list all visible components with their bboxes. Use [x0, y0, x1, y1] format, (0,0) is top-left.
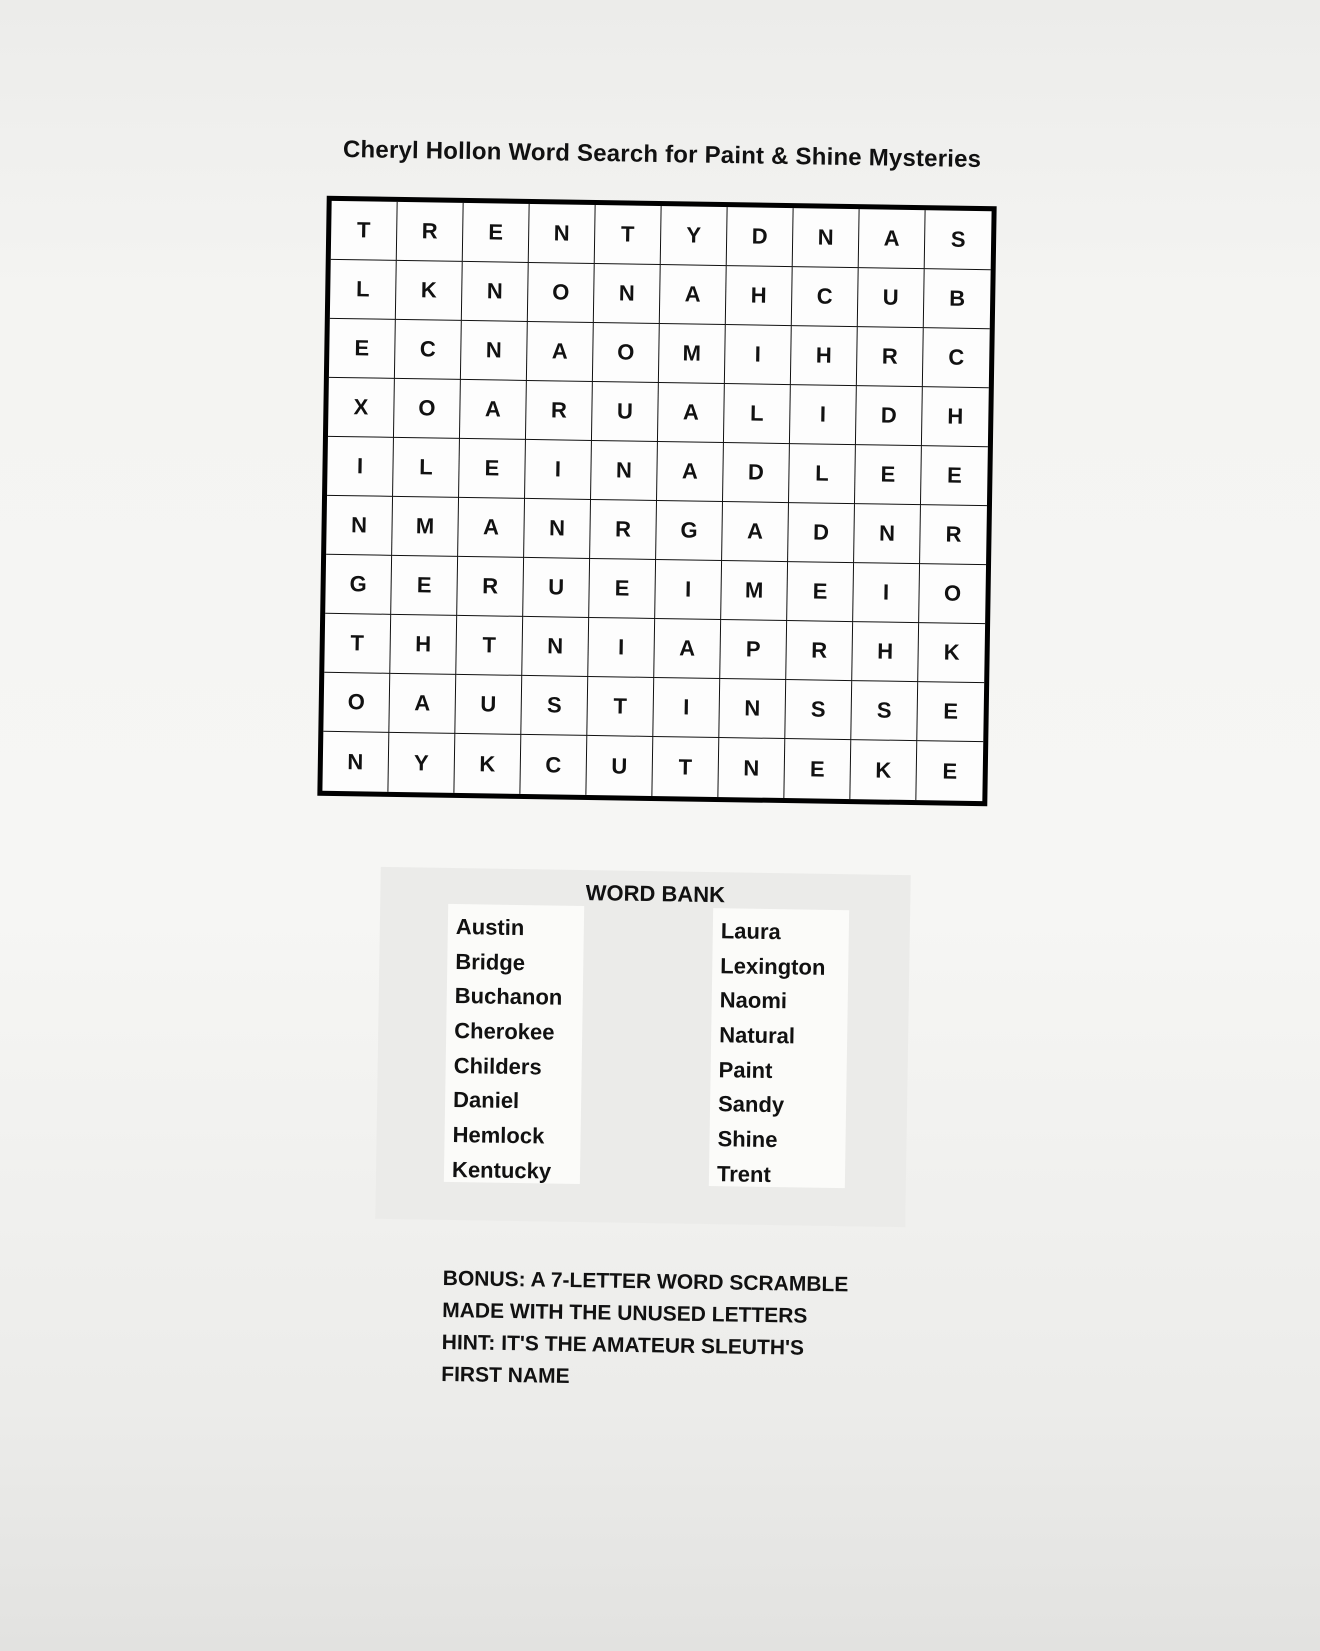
grid-cell: L: [724, 384, 791, 444]
grid-cell: T: [652, 737, 719, 797]
grid-cell: M: [721, 561, 788, 621]
grid-cell: H: [390, 615, 457, 675]
grid-cell: U: [592, 382, 659, 442]
grid-cell: A: [722, 502, 789, 562]
grid-cell: A: [460, 380, 527, 440]
grid-cell: D: [788, 503, 855, 563]
grid-cell: A: [654, 619, 721, 679]
grid-cell: N: [718, 738, 785, 798]
grid-cell: M: [659, 324, 726, 384]
word-bank-item: Bridge: [455, 948, 526, 975]
grid-cell: I: [588, 618, 655, 678]
grid-cell: E: [459, 439, 526, 499]
grid-cell: R: [590, 500, 657, 560]
grid-cell: E: [855, 445, 922, 505]
grid-cell: L: [330, 260, 397, 320]
word-bank-right-column: [709, 908, 849, 1188]
grid-cell: N: [524, 499, 591, 559]
grid-cell: S: [521, 676, 588, 736]
grid-cell: H: [791, 326, 858, 386]
grid-cell: U: [858, 268, 925, 328]
grid-cell: H: [922, 387, 989, 447]
grid-cell: E: [787, 562, 854, 622]
grid-cell: B: [924, 269, 991, 329]
grid-cell: A: [859, 209, 926, 269]
bonus-line: MADE WITH THE UNUSED LETTERS: [442, 1298, 808, 1328]
word-bank-heading: WORD BANK: [585, 880, 726, 908]
grid-cell: C: [395, 320, 462, 380]
grid-cell: N: [322, 732, 389, 792]
bonus-line: BONUS: A 7-LETTER WORD SCRAMBLE: [442, 1266, 849, 1297]
grid-cell: K: [850, 740, 917, 800]
word-bank-item: Natural: [719, 1022, 796, 1049]
word-bank-item: Trent: [716, 1160, 772, 1187]
word-bank-item: Buchanon: [454, 983, 563, 1011]
puzzle-title: Cheryl Hollon Word Search for Paint & Shine Mysteries: [342, 136, 982, 174]
grid-cell: M: [392, 497, 459, 557]
word-bank-item: Sandy: [717, 1091, 785, 1118]
grid-cell: T: [587, 677, 654, 737]
grid-cell: L: [393, 438, 460, 498]
grid-cell: O: [323, 673, 390, 733]
word-bank-item: Paint: [718, 1056, 773, 1083]
word-bank-item: Daniel: [452, 1087, 520, 1114]
bonus-line: FIRST NAME: [441, 1362, 570, 1389]
word-bank-left-column: [444, 904, 584, 1184]
grid-cell: G: [325, 555, 392, 615]
grid-cell: R: [457, 557, 524, 617]
grid-cell: C: [923, 328, 990, 388]
grid-cell: C: [520, 735, 587, 795]
grid-cell: R: [397, 202, 464, 262]
word-search-grid-container: [317, 196, 996, 806]
grid-cell: E: [463, 203, 530, 263]
word-bank-item: Kentucky: [451, 1156, 552, 1184]
grid-cell: N: [326, 496, 393, 556]
grid-cell: E: [942, 758, 958, 784]
word-bank-item: Childers: [453, 1052, 542, 1080]
grid-cell: E: [784, 739, 851, 799]
grid-cell: O: [394, 379, 461, 439]
grid-cell: U: [523, 558, 590, 618]
grid-cell: R: [526, 381, 593, 441]
grid-cell: E: [917, 682, 984, 742]
grid-cell: S: [785, 680, 852, 740]
grid-cell: O: [593, 323, 660, 383]
grid-cell: I: [853, 563, 920, 623]
grid-cell: A: [389, 674, 456, 734]
word-bank-item: Hemlock: [452, 1122, 545, 1149]
grid-cell: O: [528, 263, 595, 323]
word-bank-item: Laura: [720, 918, 781, 945]
grid-cell: N: [591, 441, 658, 501]
grid-cell: I: [653, 678, 720, 738]
grid-cell: K: [396, 261, 463, 321]
grid-cell: E: [391, 556, 458, 616]
grid-cell: C: [792, 267, 859, 327]
grid-cell: T: [595, 205, 662, 265]
grid-cell: N: [461, 321, 528, 381]
grid-cell: E: [329, 319, 396, 379]
word-search-grid: [317, 196, 996, 806]
grid-cell: R: [786, 621, 853, 681]
grid-cell: D: [856, 386, 923, 446]
grid-cell: S: [851, 681, 918, 741]
grid-cell: H: [726, 266, 793, 326]
word-bank-item: Lexington: [720, 952, 826, 980]
word-bank-item: Shine: [717, 1126, 778, 1153]
grid-cell: Y: [388, 733, 455, 793]
grid-cell: T: [331, 201, 398, 261]
grid-cell: N: [854, 504, 921, 564]
grid-cell: N: [522, 617, 589, 677]
word-bank: [375, 867, 910, 1227]
grid-cell: E: [589, 559, 656, 619]
grid-cell: E: [921, 446, 988, 506]
grid-cell: G: [656, 501, 723, 561]
grid-cell: N: [793, 208, 860, 268]
grid-cell: A: [657, 442, 724, 502]
grid-cell: Y: [661, 206, 728, 266]
grid-cell: T: [456, 616, 523, 676]
grid-cell: D: [723, 443, 790, 503]
grid-cell: S: [925, 210, 992, 270]
grid-cell: K: [454, 734, 521, 794]
word-bank-item: Naomi: [719, 987, 788, 1014]
grid-cell: N: [594, 264, 661, 324]
grid-cell: I: [725, 325, 792, 385]
grid-cell: N: [462, 262, 529, 322]
word-bank-item: Austin: [455, 914, 525, 941]
grid-cell: T: [324, 614, 391, 674]
grid-cell: X: [328, 378, 395, 438]
grid-cell: P: [720, 620, 787, 680]
grid-cell: U: [455, 675, 522, 735]
grid-cell: D: [727, 207, 794, 267]
grid-cell: O: [919, 564, 986, 624]
grid-cell: I: [655, 560, 722, 620]
grid-cell: R: [857, 327, 924, 387]
grid-cell: I: [525, 440, 592, 500]
grid-cell: L: [789, 444, 856, 504]
grid-cell: N: [529, 204, 596, 264]
grid-cell: A: [658, 383, 725, 443]
bonus-line: HINT: IT'S THE AMATEUR SLEUTH'S: [441, 1330, 805, 1360]
grid-cell: U: [586, 736, 653, 796]
grid-cell: N: [719, 679, 786, 739]
grid-cell: A: [527, 322, 594, 382]
word-bank-item: Cherokee: [454, 1018, 555, 1045]
grid-cell: A: [458, 498, 525, 558]
grid-cell: H: [852, 622, 919, 682]
grid-cell: I: [790, 385, 857, 445]
grid-cell: K: [918, 623, 985, 683]
grid-cell: R: [920, 505, 987, 565]
grid-cell: A: [660, 265, 727, 325]
bonus-instructions: [441, 1263, 883, 1398]
grid-cell: I: [327, 437, 394, 497]
